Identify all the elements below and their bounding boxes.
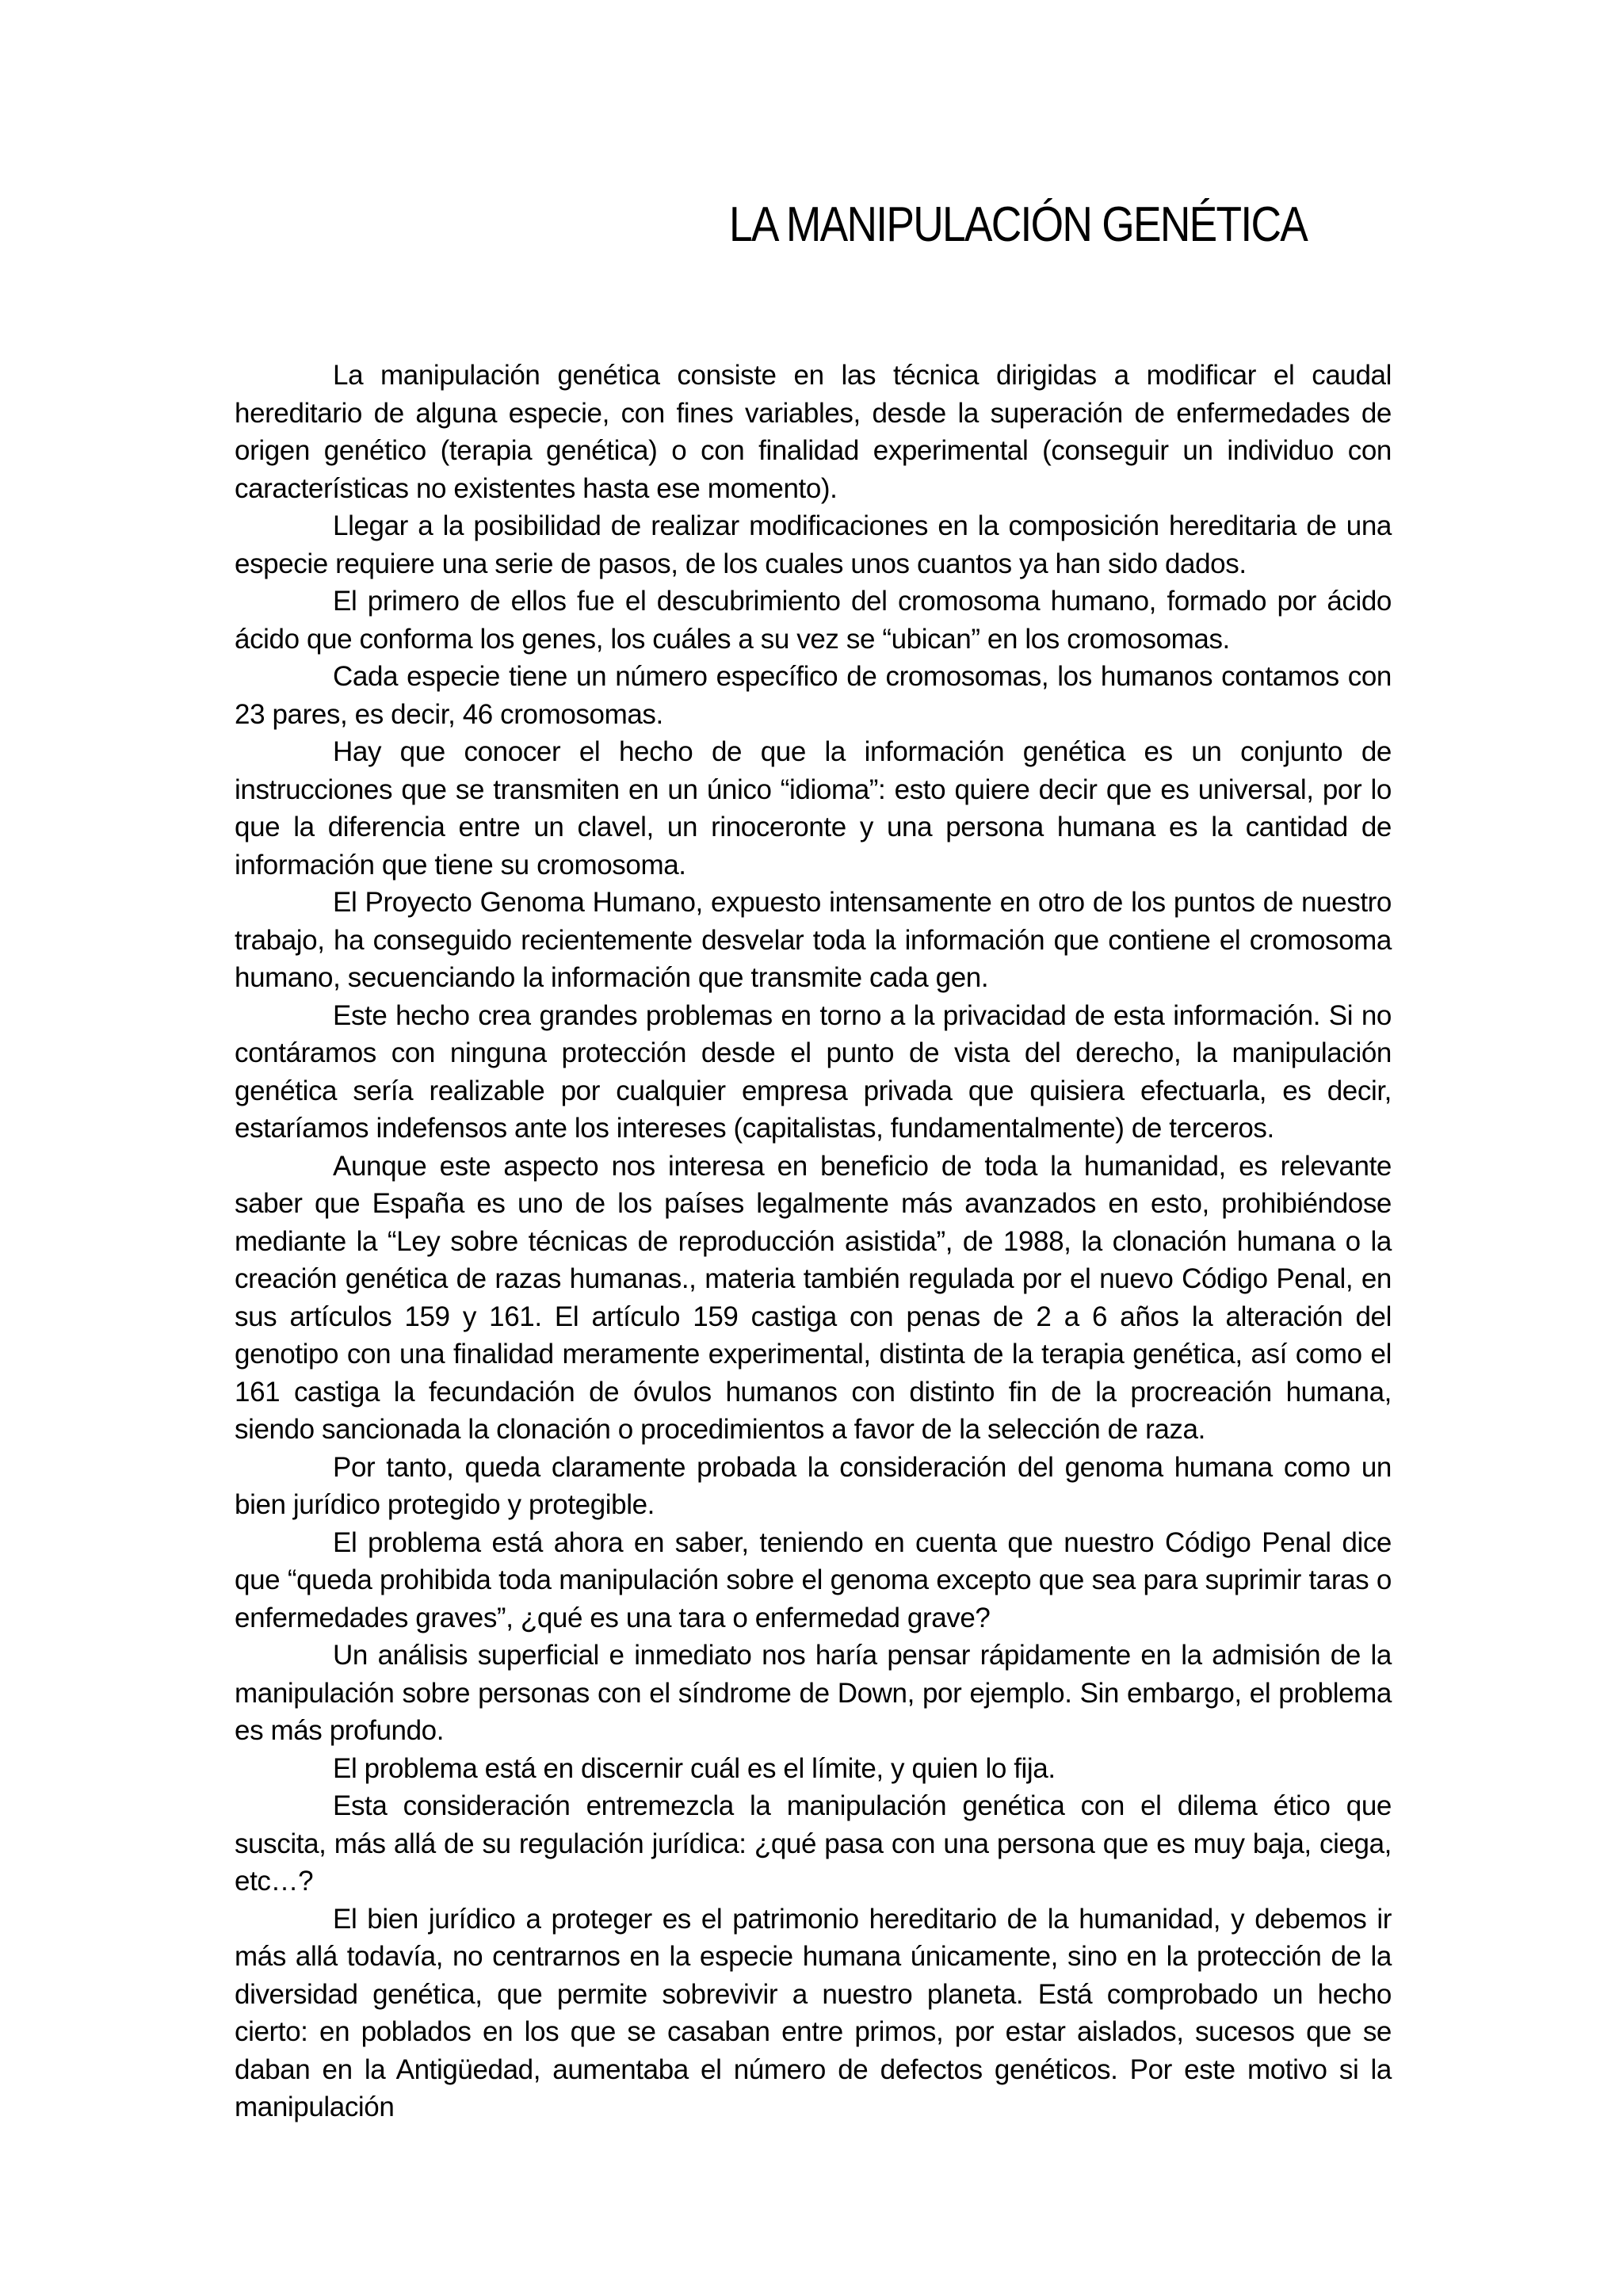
paragraph: El bien jurídico a proteger es el patrimonio hereditario de la humanidad, y debemos ir más allá todavía, no centrarnos en la especie humana únicamente, sino en la protección de la diversidad genética, que permite sobrevivir a nuestro planeta. Está comprobado un hecho cierto: en poblados en los que se casaban entre primos, por estar aislados, sucesos que se daban en la Antigüedad, aumentaba el número de defectos genéticos. Por este motivo si la manipulación xyxy=(235,1903,1392,2122)
document-body xyxy=(235,357,1392,2126)
paragraph: La manipulación genética consiste en las técnica dirigidas a modificar el caudal hereditario de alguna especie, con fines variables, desde la superación de enfermedades de origen genético (terapia genética) o con finalidad experimental (conseguir un individuo con características no existentes hasta ese momento). xyxy=(235,360,1392,504)
paragraph: El problema está ahora en saber, teniendo en cuenta que nuestro Código Penal dice que “queda prohibida toda manipulación sobre el genoma excepto que sea para suprimir taras o enfermedades graves”, ¿qué es una tara o enfermedad grave? xyxy=(235,1526,1392,1633)
paragraph: Esta consideración entremezcla la manipulación genética con el dilema ético que suscita, más allá de su regulación jurídica: ¿qué pasa con una persona que es muy baja, ciega, etc…? xyxy=(235,1790,1392,1897)
paragraph: El Proyecto Genoma Humano, expuesto intensamente en otro de los puntos de nuestro trabajo, ha conseguido recientemente desvelar toda la información que contiene el cromosoma humano, secuenciando la información que transmite cada gen. xyxy=(235,887,1392,993)
paragraph: El primero de ellos fue el descubrimiento del cromosoma humano, formado por ácido ácido que conforma los genes, los cuáles a su vez se “ubican” en los cromosomas. xyxy=(235,586,1392,655)
paragraph: Llegar a la posibilidad de realizar modificaciones en la composición hereditaria de una especie requiere una serie de pasos, de los cuales unos cuantos ya han sido dados. xyxy=(235,510,1392,579)
document-title: LA MANIPULACIÓN GENÉTICA xyxy=(729,197,1308,252)
paragraph: Aunque este aspecto nos interesa en beneficio de toda la humanidad, es relevante saber que España es uno de los países legalmente más avanzados en esto, prohibiéndose mediante la “Ley sobre técnicas de reproducción asistida”, de 1988, la clonación humana o la creación genética de razas humanas., materia también regulada por el nuevo Código Penal, en sus artículos 159 y 161. El artículo 159 castiga con penas de 2 a 6 años la alteración del genotipo con una finalidad meramente experimental, distinta de la terapia genética, así como el 161 castiga la fecundación de óvulos humanos con distinto fin de la procreación humana, siendo sancionada la clonación o procedimientos a favor de la selección de raza. xyxy=(235,1150,1392,1445)
paragraph: Un análisis superficial e inmediato nos haría pensar rápidamente en la admisión de la manipulación sobre personas con el síndrome de Down, por ejemplo. Sin embargo, el problema es más profundo. xyxy=(235,1640,1392,1746)
paragraph: Este hecho crea grandes problemas en torno a la privacidad de esta información. Si no contáramos con ninguna protección desde el punto de vista del derecho, la manipulación genética sería realizable por cualquier empresa privada que quisiera efectuarla, es decir, estaríamos indefensos ante los intereses (capitalistas, fundamentalmente) de terceros. xyxy=(235,999,1392,1144)
paragraph: Cada especie tiene un número específico de cromosomas, los humanos contamos con 23 pares, es decir, 46 cromosomas. xyxy=(235,661,1392,730)
paragraph: Por tanto, queda claramente probada la consideración del genoma humana como un bien jurídico protegido y protegible. xyxy=(235,1451,1392,1520)
paragraph: Hay que conocer el hecho de que la información genética es un conjunto de instrucciones que se transmiten en un único “idioma”: esto quiere decir que es universal, por lo que la diferencia entre un clavel, un rinoceronte y una persona humana es la cantidad de información que tiene su cromosoma. xyxy=(235,736,1392,881)
paragraph: El problema está en discernir cuál es el límite, y quien lo fija. xyxy=(333,1752,1056,1784)
